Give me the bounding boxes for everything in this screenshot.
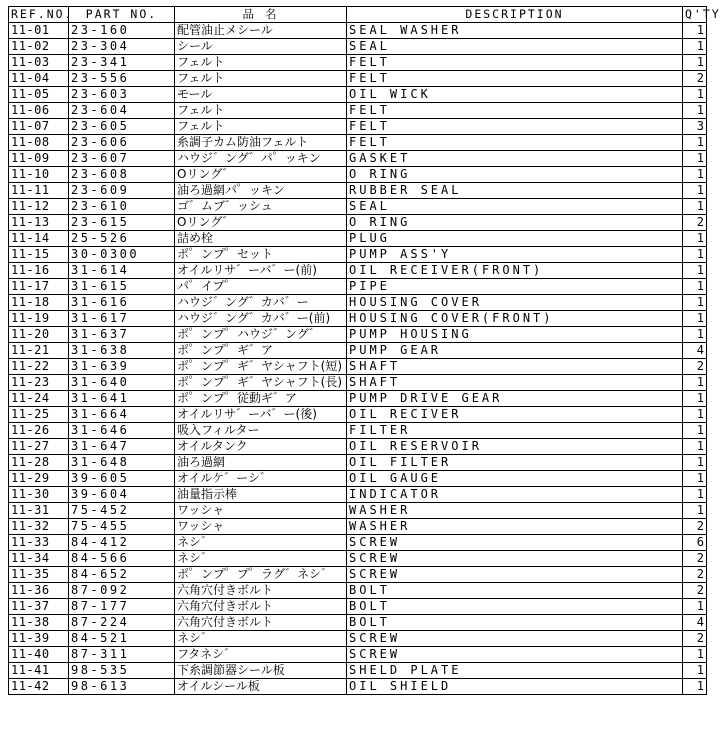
description-cell: HOUSING COVER xyxy=(347,295,683,311)
part-no-cell: 25-526 xyxy=(69,231,175,247)
table-row xyxy=(9,583,707,599)
part-no-cell: 39-604 xyxy=(69,487,175,503)
japanese-name-cell: フタネシ゛ xyxy=(175,647,347,663)
description-cell: OIL RESERVOIR xyxy=(347,439,683,455)
japanese-name-cell: パ゜イプ゜ xyxy=(175,279,347,295)
header-part-no: PART NO. xyxy=(69,7,175,23)
table-row xyxy=(9,247,707,263)
part-no-cell: 23-615 xyxy=(69,215,175,231)
quantity-cell: 4 xyxy=(683,615,707,631)
table-row xyxy=(9,87,707,103)
table-row xyxy=(9,375,707,391)
japanese-name-cell: ネシ゛ xyxy=(175,631,347,647)
quantity-cell: 1 xyxy=(683,439,707,455)
description-cell: RUBBER SEAL xyxy=(347,183,683,199)
japanese-name-cell: 六角穴付きボルト xyxy=(175,599,347,615)
table-row xyxy=(9,535,707,551)
part-no-cell: 98-613 xyxy=(69,679,175,695)
part-no-cell: 31-615 xyxy=(69,279,175,295)
table-row xyxy=(9,55,707,71)
table-row xyxy=(9,471,707,487)
description-cell: SCREW xyxy=(347,631,683,647)
table-row xyxy=(9,439,707,455)
part-no-cell: 87-177 xyxy=(69,599,175,615)
japanese-name-cell: オイルリサ゛ーバ゛ー(前) xyxy=(175,263,347,279)
quantity-cell: 1 xyxy=(683,487,707,503)
quantity-cell: 1 xyxy=(683,471,707,487)
parts-list-table xyxy=(8,6,721,695)
part-no-cell: 31-614 xyxy=(69,263,175,279)
part-no-cell: 31-646 xyxy=(69,423,175,439)
table-row xyxy=(9,39,707,55)
part-no-cell: 23-160 xyxy=(69,23,175,39)
quantity-cell: 1 xyxy=(683,231,707,247)
part-no-cell: 75-455 xyxy=(69,519,175,535)
ref-no-cell: 11-23 xyxy=(9,375,69,391)
part-no-cell: 31-616 xyxy=(69,295,175,311)
quantity-cell: 4 xyxy=(683,343,707,359)
japanese-name-cell: 詰め栓 xyxy=(175,231,347,247)
description-cell: PLUG xyxy=(347,231,683,247)
japanese-name-cell: ネシ゛ xyxy=(175,551,347,567)
ref-no-cell: 11-05 xyxy=(9,87,69,103)
part-no-cell: 84-652 xyxy=(69,567,175,583)
ref-no-cell: 11-06 xyxy=(9,103,69,119)
part-no-cell: 23-556 xyxy=(69,71,175,87)
description-cell: SHAFT xyxy=(347,375,683,391)
quantity-cell: 2 xyxy=(683,519,707,535)
quantity-cell: 1 xyxy=(683,87,707,103)
quantity-cell: 1 xyxy=(683,167,707,183)
japanese-name-cell: ワッシャ xyxy=(175,519,347,535)
description-cell: SCREW xyxy=(347,647,683,663)
table-row xyxy=(9,215,707,231)
japanese-name-cell: ハウジ゛ング゛カバ゛ー xyxy=(175,295,347,311)
header-row xyxy=(9,7,707,23)
japanese-name-cell: ゴ゛ムブ゛ッシュ xyxy=(175,199,347,215)
description-cell: GASKET xyxy=(347,151,683,167)
ref-no-cell: 11-02 xyxy=(9,39,69,55)
ref-no-cell: 11-34 xyxy=(9,551,69,567)
ref-no-cell: 11-16 xyxy=(9,263,69,279)
table-row xyxy=(9,71,707,87)
table-row xyxy=(9,231,707,247)
description-cell: PUMP ASS'Y xyxy=(347,247,683,263)
quantity-cell: 1 xyxy=(683,247,707,263)
japanese-name-cell: シール xyxy=(175,39,347,55)
japanese-name-cell: オイルシール板 xyxy=(175,679,347,695)
quantity-cell: 1 xyxy=(683,647,707,663)
table-row xyxy=(9,167,707,183)
table-row xyxy=(9,679,707,695)
part-no-cell: 31-664 xyxy=(69,407,175,423)
table-row xyxy=(9,279,707,295)
quantity-cell: 1 xyxy=(683,391,707,407)
table-row xyxy=(9,103,707,119)
ref-no-cell: 11-25 xyxy=(9,407,69,423)
description-cell: O RING xyxy=(347,167,683,183)
table-row xyxy=(9,551,707,567)
part-no-cell: 23-609 xyxy=(69,183,175,199)
part-no-cell: 84-521 xyxy=(69,631,175,647)
table-row xyxy=(9,151,707,167)
japanese-name-cell: ハウジ゛ング゛パ゜ッキン xyxy=(175,151,347,167)
quantity-cell: 1 xyxy=(683,23,707,39)
description-cell: O RING xyxy=(347,215,683,231)
japanese-name-cell: 配管油止メシール xyxy=(175,23,347,39)
ref-no-cell: 11-15 xyxy=(9,247,69,263)
part-no-cell: 23-604 xyxy=(69,103,175,119)
part-no-cell: 23-606 xyxy=(69,135,175,151)
description-cell: BOLT xyxy=(347,583,683,599)
japanese-name-cell: ワッシャ xyxy=(175,503,347,519)
table-row xyxy=(9,455,707,471)
ref-no-cell: 11-03 xyxy=(9,55,69,71)
table-row xyxy=(9,295,707,311)
parts-list-sheet xyxy=(8,6,721,695)
ref-no-cell: 11-31 xyxy=(9,503,69,519)
table-row xyxy=(9,599,707,615)
description-cell: SEAL xyxy=(347,39,683,55)
quantity-cell: 1 xyxy=(683,327,707,343)
description-cell: PUMP HOUSING xyxy=(347,327,683,343)
description-cell: FILTER xyxy=(347,423,683,439)
part-no-cell: 31-640 xyxy=(69,375,175,391)
table-row xyxy=(9,631,707,647)
table-row xyxy=(9,359,707,375)
table-row xyxy=(9,423,707,439)
table-row xyxy=(9,567,707,583)
quantity-cell: 1 xyxy=(683,183,707,199)
description-cell: SHELD PLATE xyxy=(347,663,683,679)
quantity-cell: 1 xyxy=(683,663,707,679)
ref-no-cell: 11-40 xyxy=(9,647,69,663)
quantity-cell: 1 xyxy=(683,423,707,439)
part-no-cell: 23-341 xyxy=(69,55,175,71)
ref-no-cell: 11-29 xyxy=(9,471,69,487)
japanese-name-cell: フェルト xyxy=(175,119,347,135)
description-cell: FELT xyxy=(347,135,683,151)
description-cell: PUMP DRIVE GEAR xyxy=(347,391,683,407)
part-no-cell: 23-603 xyxy=(69,87,175,103)
table-row xyxy=(9,519,707,535)
part-no-cell: 31-641 xyxy=(69,391,175,407)
table-row xyxy=(9,263,707,279)
ref-no-cell: 11-14 xyxy=(9,231,69,247)
part-no-cell: 31-638 xyxy=(69,343,175,359)
description-cell: SEAL xyxy=(347,199,683,215)
description-cell: SCREW xyxy=(347,551,683,567)
japanese-name-cell: オイルリサ゛ーバ゛ー(後) xyxy=(175,407,347,423)
quantity-cell: 1 xyxy=(683,55,707,71)
ref-no-cell: 11-04 xyxy=(9,71,69,87)
description-cell: SEAL WASHER xyxy=(347,23,683,39)
table-row xyxy=(9,199,707,215)
table-row xyxy=(9,23,707,39)
ref-no-cell: 11-19 xyxy=(9,311,69,327)
japanese-name-cell: ポ゜ンプ゜セット xyxy=(175,247,347,263)
ref-no-cell: 11-12 xyxy=(9,199,69,215)
table-row xyxy=(9,311,707,327)
quantity-cell: 1 xyxy=(683,407,707,423)
japanese-name-cell: ネシ゛ xyxy=(175,535,347,551)
header-quantity: Q'TY xyxy=(683,7,707,23)
japanese-name-cell: ポ゜ンプ゜従動ギ゛ア xyxy=(175,391,347,407)
part-no-cell: 84-412 xyxy=(69,535,175,551)
quantity-cell: 2 xyxy=(683,631,707,647)
description-cell: BOLT xyxy=(347,615,683,631)
ref-no-cell: 11-42 xyxy=(9,679,69,695)
table-row xyxy=(9,663,707,679)
ref-no-cell: 11-35 xyxy=(9,567,69,583)
description-cell: FELT xyxy=(347,71,683,87)
description-cell: SCREW xyxy=(347,535,683,551)
japanese-name-cell: 油量指示棒 xyxy=(175,487,347,503)
ref-no-cell: 11-07 xyxy=(9,119,69,135)
japanese-name-cell: オイルケ゛ーシ゛ xyxy=(175,471,347,487)
description-cell: PIPE xyxy=(347,279,683,295)
japanese-name-cell: ポ゜ンプ゜ギ゛ヤシャフト(短) xyxy=(175,359,347,375)
part-no-cell: 39-605 xyxy=(69,471,175,487)
quantity-cell: 1 xyxy=(683,135,707,151)
ref-no-cell: 11-18 xyxy=(9,295,69,311)
part-no-cell: 23-608 xyxy=(69,167,175,183)
part-no-cell: 31-637 xyxy=(69,327,175,343)
quantity-cell: 1 xyxy=(683,455,707,471)
ref-no-cell: 11-08 xyxy=(9,135,69,151)
ref-no-cell: 11-37 xyxy=(9,599,69,615)
quantity-cell: 2 xyxy=(683,551,707,567)
description-cell: FELT xyxy=(347,103,683,119)
ref-no-cell: 11-20 xyxy=(9,327,69,343)
description-cell: PUMP GEAR xyxy=(347,343,683,359)
table-row xyxy=(9,407,707,423)
description-cell: OIL GAUGE xyxy=(347,471,683,487)
ref-no-cell: 11-09 xyxy=(9,151,69,167)
quantity-cell: 1 xyxy=(683,679,707,695)
header-japanese-name: 品 名 xyxy=(175,7,347,23)
table-row xyxy=(9,183,707,199)
japanese-name-cell: ポ゜ンプ゜ギ゛ヤシャフト(長) xyxy=(175,375,347,391)
japanese-name-cell: ポ゜ンプ゜プ゜ラグ゛ネシ゛ xyxy=(175,567,347,583)
part-no-cell: 75-452 xyxy=(69,503,175,519)
description-cell: SCREW xyxy=(347,567,683,583)
japanese-name-cell: 六角穴付きボルト xyxy=(175,615,347,631)
quantity-cell: 1 xyxy=(683,503,707,519)
table-row xyxy=(9,487,707,503)
quantity-cell: 1 xyxy=(683,151,707,167)
japanese-name-cell: Oリング゛ xyxy=(175,215,347,231)
quantity-cell: 1 xyxy=(683,263,707,279)
table-row xyxy=(9,503,707,519)
table-row xyxy=(9,391,707,407)
description-cell: FELT xyxy=(347,55,683,71)
quantity-cell: 2 xyxy=(683,583,707,599)
quantity-cell: 1 xyxy=(683,295,707,311)
part-no-cell: 31-647 xyxy=(69,439,175,455)
description-cell: INDICATOR xyxy=(347,487,683,503)
ref-no-cell: 11-24 xyxy=(9,391,69,407)
ref-no-cell: 11-11 xyxy=(9,183,69,199)
japanese-name-cell: フェルト xyxy=(175,71,347,87)
description-cell: OIL WICK xyxy=(347,87,683,103)
part-no-cell: 23-610 xyxy=(69,199,175,215)
description-cell: OIL SHIELD xyxy=(347,679,683,695)
ref-no-cell: 11-27 xyxy=(9,439,69,455)
japanese-name-cell: 糸調子カム防油フェルト xyxy=(175,135,347,151)
quantity-cell: 6 xyxy=(683,535,707,551)
japanese-name-cell: 吸入フィルター xyxy=(175,423,347,439)
japanese-name-cell: 油ろ過網 xyxy=(175,455,347,471)
japanese-name-cell: オイルタンク xyxy=(175,439,347,455)
part-no-cell: 23-607 xyxy=(69,151,175,167)
quantity-cell: 2 xyxy=(683,359,707,375)
japanese-name-cell: ハウジ゛ング゛カバ゛ー(前) xyxy=(175,311,347,327)
description-cell: OIL RECIVER xyxy=(347,407,683,423)
quantity-cell: 1 xyxy=(683,279,707,295)
quantity-cell: 2 xyxy=(683,215,707,231)
description-cell: WASHER xyxy=(347,519,683,535)
quantity-cell: 3 xyxy=(683,119,707,135)
ref-no-cell: 11-13 xyxy=(9,215,69,231)
ref-no-cell: 11-30 xyxy=(9,487,69,503)
description-cell: SHAFT xyxy=(347,359,683,375)
japanese-name-cell: ポ゜ンプ゜ハウジ゛ング゛ xyxy=(175,327,347,343)
quantity-cell: 2 xyxy=(683,71,707,87)
ref-no-cell: 11-32 xyxy=(9,519,69,535)
ref-no-cell: 11-28 xyxy=(9,455,69,471)
ref-no-cell: 11-01 xyxy=(9,23,69,39)
quantity-cell: 1 xyxy=(683,599,707,615)
part-no-cell: 84-566 xyxy=(69,551,175,567)
part-no-cell: 31-648 xyxy=(69,455,175,471)
table-row xyxy=(9,135,707,151)
description-cell: OIL FILTER xyxy=(347,455,683,471)
part-no-cell: 87-311 xyxy=(69,647,175,663)
table-row xyxy=(9,119,707,135)
ref-no-cell: 11-17 xyxy=(9,279,69,295)
japanese-name-cell: フェルト xyxy=(175,55,347,71)
part-no-cell: 31-617 xyxy=(69,311,175,327)
table-row xyxy=(9,343,707,359)
ref-no-cell: 11-26 xyxy=(9,423,69,439)
quantity-cell: 1 xyxy=(683,199,707,215)
description-cell: BOLT xyxy=(347,599,683,615)
japanese-name-cell: 六角穴付きボルト xyxy=(175,583,347,599)
japanese-name-cell: フェルト xyxy=(175,103,347,119)
table-row xyxy=(9,327,707,343)
part-no-cell: 87-224 xyxy=(69,615,175,631)
description-cell: WASHER xyxy=(347,503,683,519)
ref-no-cell: 11-10 xyxy=(9,167,69,183)
ref-no-cell: 11-38 xyxy=(9,615,69,631)
description-cell: HOUSING COVER(FRONT) xyxy=(347,311,683,327)
quantity-cell: 1 xyxy=(683,311,707,327)
header-ref-no: REF.NO. xyxy=(9,7,69,23)
japanese-name-cell: ポ゜ンプ゜ギ゛ア xyxy=(175,343,347,359)
quantity-cell: 1 xyxy=(683,39,707,55)
table-row xyxy=(9,647,707,663)
description-cell: FELT xyxy=(347,119,683,135)
quantity-cell: 2 xyxy=(683,567,707,583)
ref-no-cell: 11-36 xyxy=(9,583,69,599)
part-no-cell: 87-092 xyxy=(69,583,175,599)
part-no-cell: 98-535 xyxy=(69,663,175,679)
part-no-cell: 31-639 xyxy=(69,359,175,375)
ref-no-cell: 11-22 xyxy=(9,359,69,375)
japanese-name-cell: 下糸調節器シール板 xyxy=(175,663,347,679)
table-row xyxy=(9,615,707,631)
part-no-cell: 23-605 xyxy=(69,119,175,135)
ref-no-cell: 11-39 xyxy=(9,631,69,647)
japanese-name-cell: モール xyxy=(175,87,347,103)
part-no-cell: 30-0300 xyxy=(69,247,175,263)
japanese-name-cell: Oリング゛ xyxy=(175,167,347,183)
ref-no-cell: 11-21 xyxy=(9,343,69,359)
part-no-cell: 23-304 xyxy=(69,39,175,55)
quantity-cell: 1 xyxy=(683,375,707,391)
ref-no-cell: 11-41 xyxy=(9,663,69,679)
japanese-name-cell: 油ろ過網パ゜ッキン xyxy=(175,183,347,199)
quantity-cell: 1 xyxy=(683,103,707,119)
ref-no-cell: 11-33 xyxy=(9,535,69,551)
header-description: DESCRIPTION xyxy=(347,7,683,23)
description-cell: OIL RECEIVER(FRONT) xyxy=(347,263,683,279)
